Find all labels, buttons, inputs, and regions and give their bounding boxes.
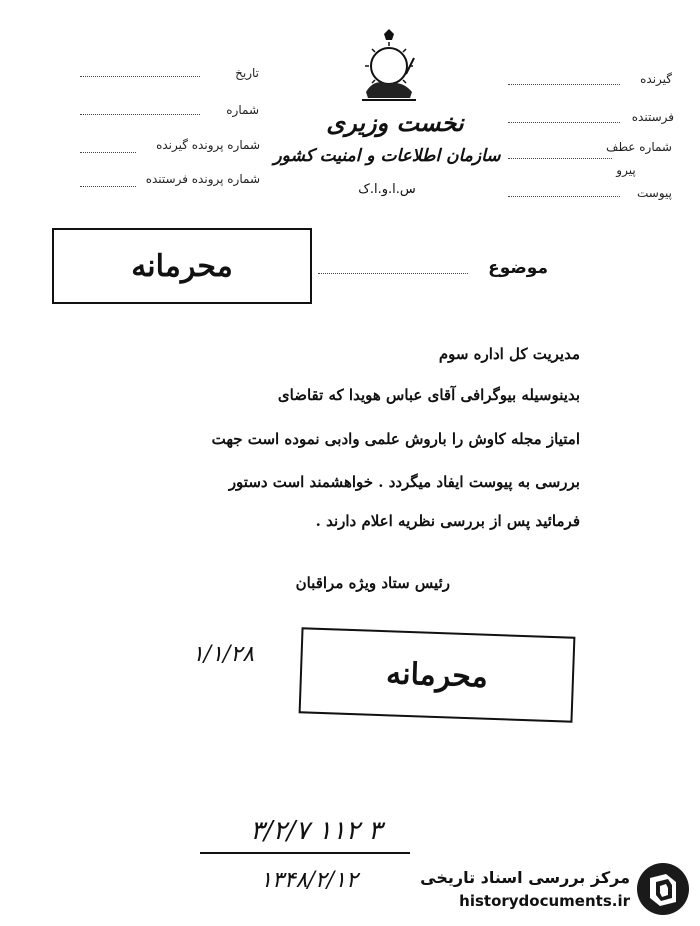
number-label: شماره [226, 103, 259, 117]
watermark-logo-icon [636, 862, 690, 916]
subject-field-line [318, 273, 468, 274]
attachment-label: پیوست [637, 186, 672, 200]
attachment-field-line [508, 196, 620, 197]
org-title: نخست وزیری [326, 108, 464, 137]
letter-line-3: بررسی به پیوست ایفاد میگردد . خواهشمند است دستور [228, 473, 580, 491]
reference-number-label: شماره عطف [606, 140, 672, 154]
handwritten-number: ۳ ۱۱۲ ۳/۲/۷ [250, 816, 382, 846]
signature-title: رئیس ستاد ویژه مراقبان [295, 574, 450, 592]
recipient-file-field-line [80, 152, 136, 153]
handwritten-underline [200, 852, 410, 854]
follow-up-label: پیرو [616, 163, 636, 177]
watermark-url: historydocuments.ir [459, 892, 630, 910]
receiver-label: گیرنده [640, 72, 672, 86]
confidential-stamp-2: محرمانه [299, 627, 576, 723]
letter-line-1: بدینوسیله بیوگرافی آقای عباس هویدا که تقاضای [277, 386, 580, 404]
org-subtitle: سازمان اطلاعات و امنیت کشور [273, 146, 501, 166]
letter-line-4: فرمائید پس از بررسی نظریه اعلام دارند . [315, 512, 580, 530]
sender-field-line [508, 122, 620, 123]
reference-code: س.ا.و.ا.ک [358, 182, 416, 197]
handwritten-reference: ۱/۱/۲۸ [191, 642, 255, 667]
watermark-title: مرکز بررسی اسناد تاریخی [420, 868, 630, 887]
sender-label: فرستنده [631, 110, 674, 124]
handwritten-date: ۱۳۴۸/۲/۱۲ [260, 868, 358, 893]
subject-label: موضوع [488, 258, 548, 278]
receiver-field-line [508, 84, 620, 85]
reference-field-line [508, 158, 612, 159]
date-field-line [80, 76, 200, 77]
letter-recipient: مدیریت کل اداره سوم [438, 345, 580, 363]
sender-file-label: شماره پرونده فرستنده [145, 172, 260, 186]
number-field-line [80, 114, 200, 115]
letter-line-2: امتیاز مجله کاوش را باروش علمی وادبی نموده است جهت [211, 430, 580, 448]
confidential-stamp: محرمانه [52, 228, 312, 304]
date-label: تاریخ [235, 66, 259, 80]
recipient-file-label: شماره پرونده گیرنده [156, 138, 260, 152]
sender-file-field-line [80, 186, 136, 187]
lion-and-sun-emblem [354, 28, 424, 106]
